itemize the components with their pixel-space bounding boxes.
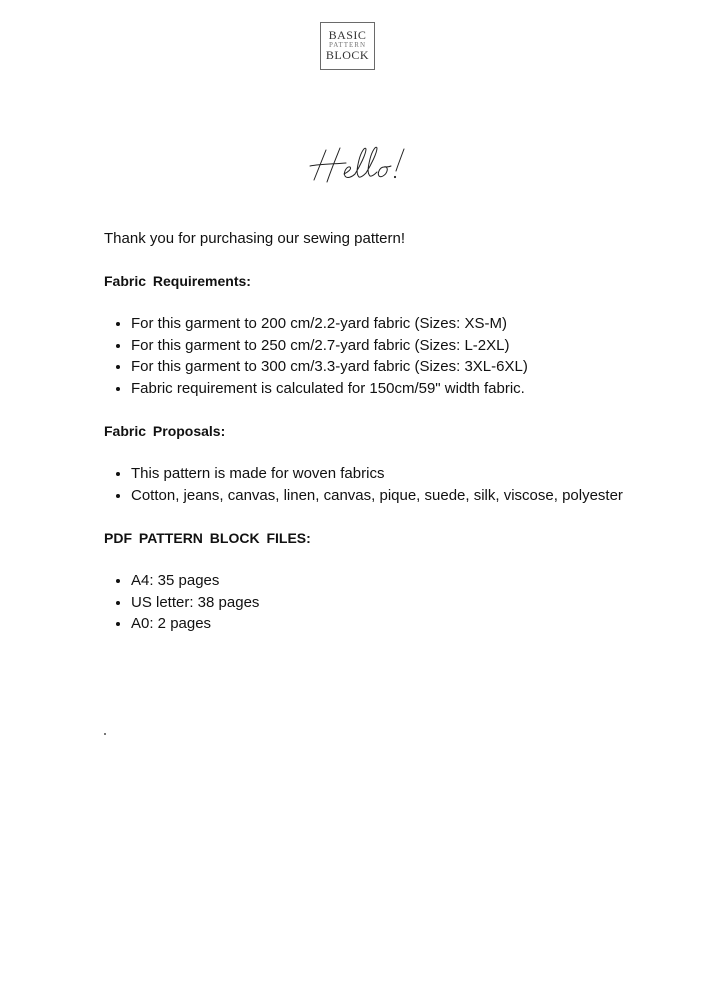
list-item: • For this garment to 300 cm/3.3-yard fabric (Sizes: 3XL-6XL)	[131, 356, 694, 378]
thank-you-message: Thank you for purchasing our sewing pattern!	[104, 230, 406, 247]
logo-line-block: BLOCK	[325, 48, 370, 62]
fabric-requirements-list	[104, 313, 694, 399]
list-item: • Fabric requirement is calculated for 150cm/59" width fabric.	[131, 378, 694, 400]
fabric-proposals-heading: Fabric Proposals:	[104, 423, 226, 439]
list-item: • For this garment to 250 cm/2.7-yard fabric (Sizes: L-2XL)	[131, 335, 694, 357]
list-item: • US letter: 38 pages	[131, 592, 694, 614]
list-item: • Cotton, jeans, canvas, linen, canvas, pique, suede, silk, viscose, polyester	[131, 485, 694, 507]
list-item: • This pattern is made for woven fabrics	[131, 463, 694, 485]
instructions-content	[104, 229, 694, 635]
stray-dot	[104, 733, 106, 735]
pdf-files-list	[104, 570, 694, 635]
brand-logo	[320, 22, 375, 70]
list-item: • A0: 2 pages	[131, 613, 694, 635]
list-item: • A4: 35 pages	[131, 570, 694, 592]
fabric-requirements-heading: Fabric Requirements:	[104, 273, 251, 289]
list-item: • For this garment to 200 cm/2.2-yard fabric (Sizes: XS-M)	[131, 313, 694, 335]
pdf-files-heading: PDF PATTERN BLOCK FILES:	[104, 530, 311, 546]
hello-script-greeting	[300, 140, 420, 190]
logo-line-basic: BASIC	[328, 28, 367, 42]
fabric-proposals-list	[104, 463, 694, 506]
logo-line-pattern: PATTERN	[328, 41, 367, 49]
